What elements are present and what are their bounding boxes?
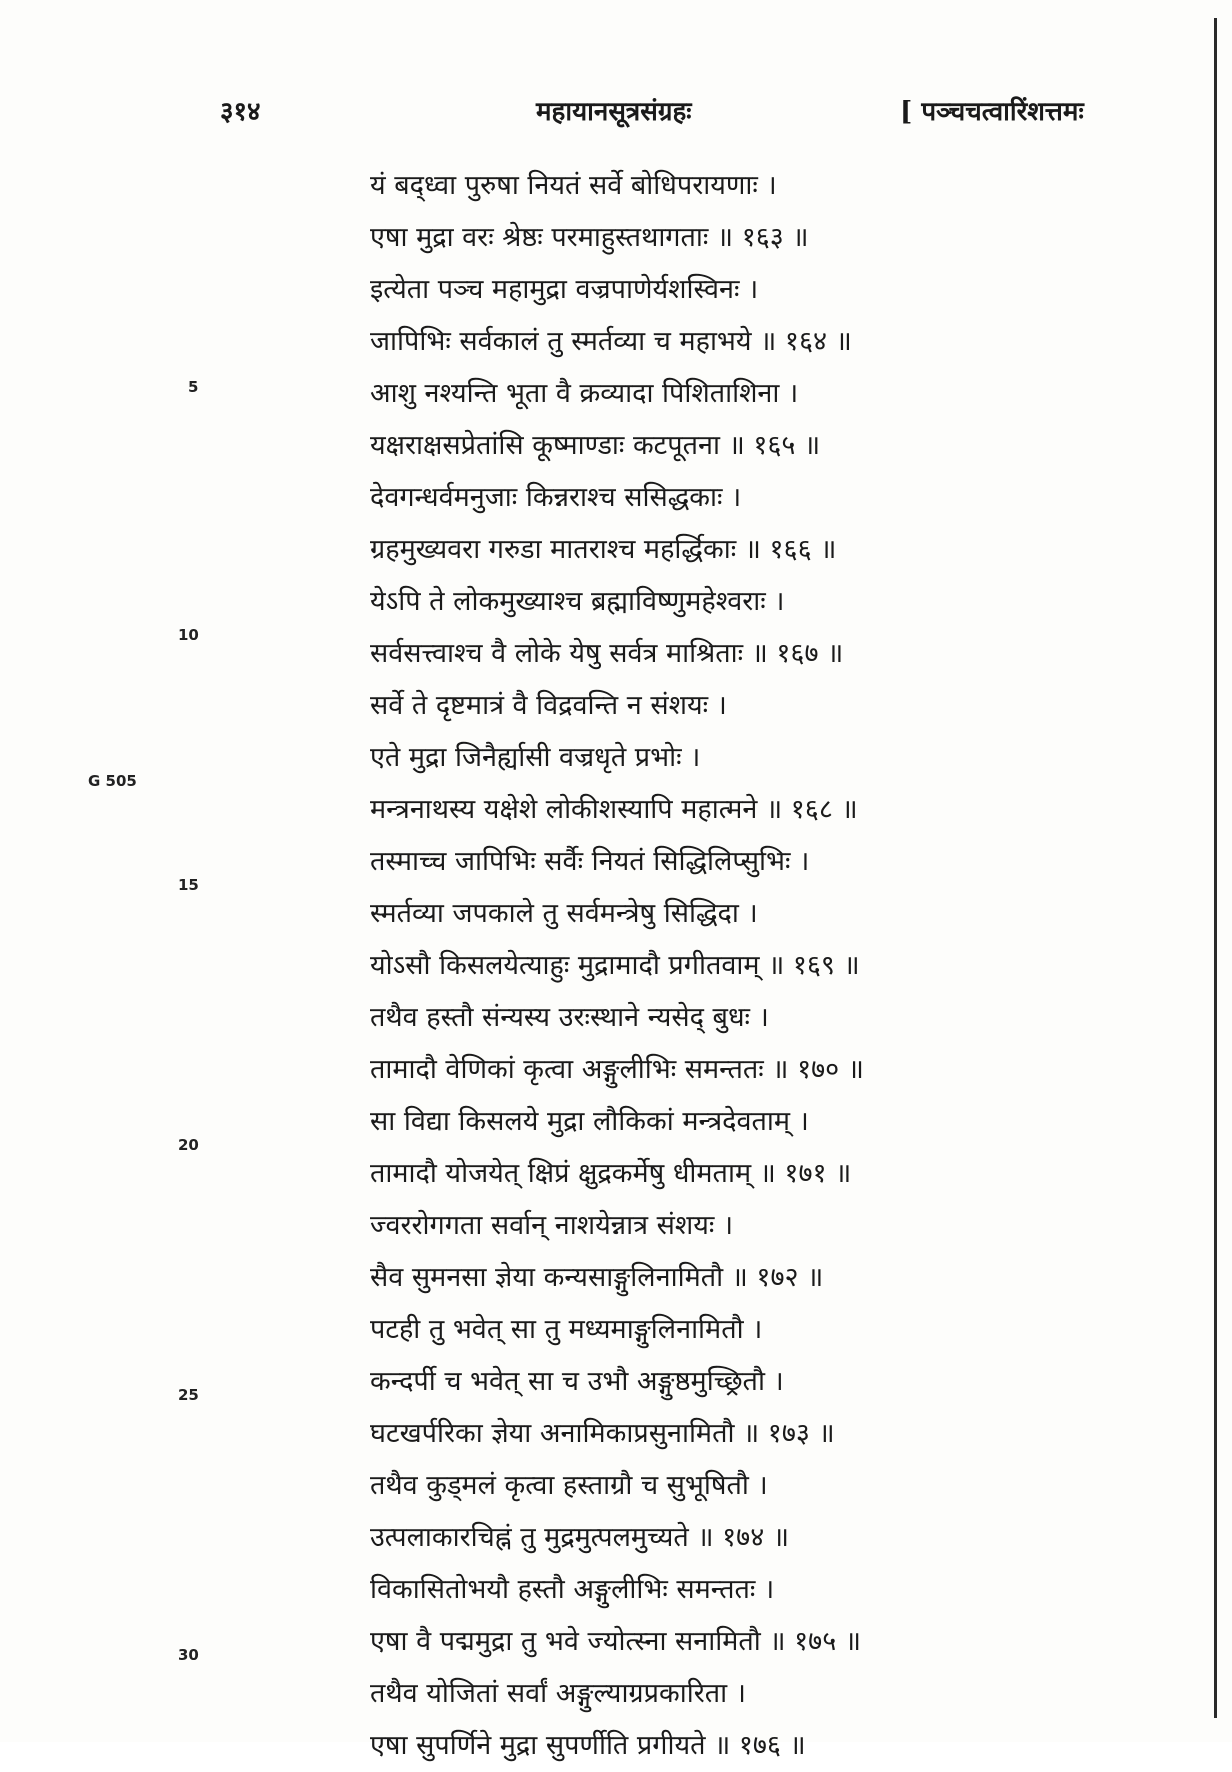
verse-line: देवगन्धर्वमनुजाः किन्नराश्च ससिद्धकाः । xyxy=(370,482,742,513)
verse-line: येऽपि ते लोकमुख्याश्च ब्रह्माविष्णुमहेश्वराः । xyxy=(370,586,785,617)
verse-line: यक्षराक्षसप्रेतांसि कूष्माण्डाः कटपूतना ॥ १६५ ॥ xyxy=(370,430,821,461)
line-number-10: 10 xyxy=(178,626,199,644)
verse-line: तामादौ योजयेत् क्षिप्रं क्षुद्रकर्मेषु धीमताम् ॥ १७१ ॥ xyxy=(370,1158,852,1189)
verse-line: सर्वे ते दृष्टमात्रं वै विद्रवन्ति न संशयः । xyxy=(370,690,727,721)
verse-line: मन्त्रनाथस्य यक्षेशे लोकीशस्यापि महात्मने ॥ १६८ ॥ xyxy=(370,794,858,825)
verse-line: तामादौ वेणिकां कृत्वा अङ्गुलीभिः समन्ततः ॥ १७० ॥ xyxy=(370,1054,864,1085)
verse-line: ग्रहमुख्यवरा गरुडा मातराश्च महर्द्धिकाः ॥ १६६ ॥ xyxy=(370,534,837,565)
verse-line: जापिभिः सर्वकालं तु स्मर्तव्या च महाभये ॥ १६४ ॥ xyxy=(370,326,852,357)
verse-line: आशु नश्यन्ति भूता वै क्रव्यादा पिशिताशिना । xyxy=(370,378,799,409)
page-header xyxy=(0,92,1232,132)
line-number-5: 5 xyxy=(188,378,199,396)
verse-line: तथैव हस्तौ संन्यस्य उरःस्थाने न्यसेद् बुधः । xyxy=(370,1002,769,1033)
verse-line: यं बद्ध्वा पुरुषा नियतं सर्वे बोधिपरायणाः । xyxy=(370,170,777,201)
verse-line: स्मर्तव्या जपकाले तु सर्वमन्त्रेषु सिद्धिदा । xyxy=(370,898,758,929)
verse-line: ज्वररोगगता सर्वान् नाशयेन्नात्र संशयः । xyxy=(370,1210,734,1241)
verse-block xyxy=(370,160,1210,1772)
verse-line: कन्दर्पी च भवेत् सा च उभौ अङ्गुष्ठमुच्छ्रितौ । xyxy=(370,1366,784,1397)
line-number-15: 15 xyxy=(178,876,199,894)
running-title: महायानसूत्रसंग्रहः xyxy=(536,97,692,127)
verse-line: विकासितोभयौ हस्तौ अङ्गुलीभिः समन्ततः । xyxy=(370,1574,775,1605)
verse-line: सर्वसत्त्वाश्च वै लोके येषु सर्वत्र माश्रिताः ॥ १६७ ॥ xyxy=(370,638,844,669)
verse-line: इत्येता पञ्च महामुद्रा वज्रपाणेर्यशस्विनः । xyxy=(370,274,759,305)
verse-line: एषा सुपर्णिने मुद्रा सुपर्णीति प्रगीयते ॥ १७६ ॥ xyxy=(370,1730,806,1761)
verse-line: योऽसौ किसलयेत्याहुः मुद्रामादौ प्रगीतवाम् ॥ १६९ ॥ xyxy=(370,950,860,981)
verse-line: एषा मुद्रा वरः श्रेष्ठः परमाहुस्तथागताः ॥ १६३ ॥ xyxy=(370,222,809,253)
verse-line: तथैव योजितां सर्वां अङ्गुल्याग्रप्रकारिता । xyxy=(370,1678,746,1709)
verse-line: एते मुद्रा जिनैर्ह्यासी वज्रधृते प्रभोः । xyxy=(370,742,701,773)
margin-reference: G 505 xyxy=(88,772,137,790)
chapter-heading: [ पञ्चचत्वारिंशत्तमः xyxy=(900,97,1084,127)
line-number-20: 20 xyxy=(178,1136,199,1154)
verse-line: तस्माच्च जापिभिः सर्वैः नियतं सिद्धिलिप्सुभिः । xyxy=(370,846,810,877)
line-number-30: 30 xyxy=(178,1646,199,1664)
verse-line: एषा वै पद्ममुद्रा तु भवे ज्योत्स्ना सनामितौ ॥ १७५ ॥ xyxy=(370,1626,862,1657)
page-edge-rule xyxy=(1214,18,1217,1718)
verse-line: सैव सुमनसा ज्ञेया कन्यसाङ्गुलिनामितौ ॥ १७२ ॥ xyxy=(370,1262,824,1293)
verse-line: तथैव कुड्मलं कृत्वा हस्ताग्रौ च सुभूषितौ । xyxy=(370,1470,768,1501)
verse-line: उत्पलाकारचिह्नं तु मुद्रमुत्पलमुच्यते ॥ १७४ ॥ xyxy=(370,1522,790,1553)
verse-line: पटही तु भवेत् सा तु मध्यमाङ्गुलिनामितौ । xyxy=(370,1314,763,1345)
verse-line: घटखर्परिका ज्ञेया अनामिकाप्रसुनामितौ ॥ १७३ ॥ xyxy=(370,1418,835,1449)
page-number: ३१४ xyxy=(220,97,261,127)
verse-line: सा विद्या किसलये मुद्रा लौकिकां मन्त्रदेवताम् । xyxy=(370,1106,809,1137)
line-number-25: 25 xyxy=(178,1386,199,1404)
